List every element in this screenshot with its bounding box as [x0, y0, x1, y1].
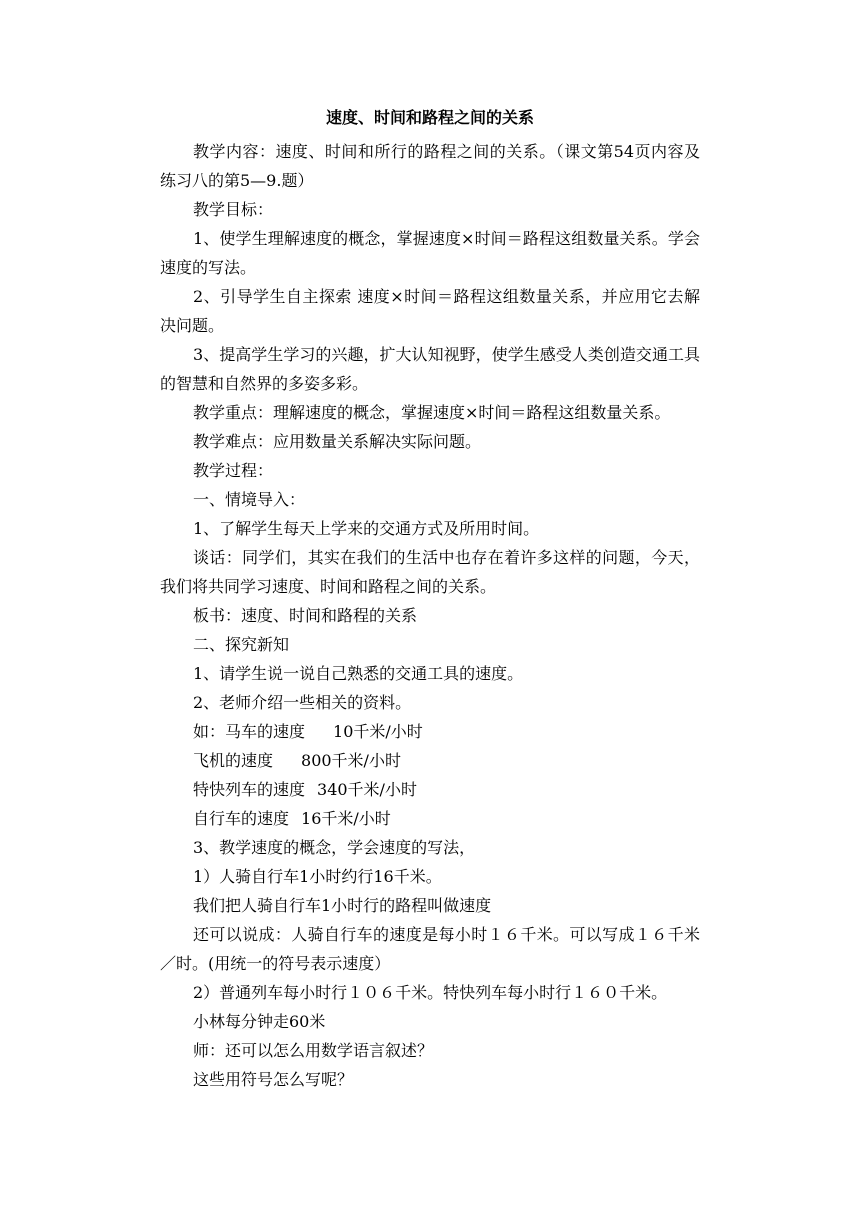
paragraph-section-1-heading: 一、情境导入： — [193, 490, 306, 509]
paragraph-item-1: 1、了解学生每天上学来的交通方式及所用时间。 — [193, 519, 540, 538]
speed-example-value: 340千米/小时 — [317, 780, 417, 799]
paragraph-symbol-question: 这些用符号怎么写呢？ — [193, 1070, 354, 1089]
paragraph-train-example: 2）普通列车每小时行１０６千米。特快列车每小时行１６０千米。 — [193, 983, 668, 1002]
speed-example-label: 自行车的速度 — [193, 809, 290, 828]
paragraph-blackboard: 板书：速度、时间和路程的关系 — [193, 606, 418, 625]
paragraph-explore-3: 3、教学速度的概念，学会速度的写法， — [193, 838, 476, 857]
paragraph-key-point: 教学重点：理解速度的概念，掌握速度×时间＝路程这组数量关系。 — [193, 403, 671, 422]
paragraph-teaching-content: 教学内容：速度、时间和所行的路程之间的关系。（课文第54页内容及练习八的第5—9.题） — [160, 142, 700, 190]
paragraph-goal-2: 2、引导学生自主探索 速度×时间＝路程这组数量关系，并应用它去解决问题。 — [160, 287, 700, 335]
speed-example-row — [160, 775, 700, 804]
paragraph-teaching-goals-heading: 教学目标： — [193, 200, 274, 219]
document-title: 速度、时间和路程之间的关系 — [325, 108, 534, 127]
speed-example-row — [160, 804, 700, 833]
paragraph-section-2-heading: 二、探究新知 — [193, 635, 290, 654]
speed-example-value: 10千米/小时 — [333, 722, 423, 741]
speed-example-label: 特快列车的速度 — [193, 780, 306, 799]
paragraph-explore-1: 1、请学生说一说自己熟悉的交通工具的速度。 — [193, 664, 524, 683]
paragraph-walk-example: 小林每分钟走60米 — [193, 1012, 326, 1031]
paragraph-goal-3: 3、提高学生学习的兴趣，扩大认知视野，使学生感受人类创造交通工具的智慧和自然界的多姿多彩。 — [160, 345, 700, 393]
paragraph-speed-notation: 还可以说成：人骑自行车的速度是每小时１６千米。可以写成１６千米／时。(用统一的符号表示速度） — [160, 925, 700, 973]
speed-example-row — [160, 746, 700, 775]
paragraph-teacher-question: 师：还可以怎么用数学语言叙述？ — [193, 1041, 434, 1060]
document-body — [160, 137, 700, 1094]
speed-example-value: 800千米/小时 — [301, 751, 401, 770]
paragraph-difficulty: 教学难点：应用数量关系解决实际问题。 — [193, 432, 482, 451]
paragraph-goal-1: 1、使学生理解速度的概念，掌握速度×时间＝路程这组数量关系。学会速度的写法。 — [160, 229, 700, 277]
speed-example-label: 飞机的速度 — [193, 751, 274, 770]
speed-example-label: 如：马车的速度 — [193, 722, 306, 741]
speed-example-value: 16千米/小时 — [301, 809, 391, 828]
speed-example-row — [160, 717, 700, 746]
paragraph-bike-example: 1）人骑自行车1小时约行16千米。 — [193, 867, 442, 886]
paragraph-explore-2: 2、老师介绍一些相关的资料。 — [193, 693, 412, 712]
paragraph-talk: 谈话：同学们，其实在我们的生活中也存在着许多这样的问题，今天，我们将共同学习速度、时间和路程之间的关系。 — [160, 548, 700, 596]
paragraph-process-heading: 教学过程： — [193, 461, 274, 480]
paragraph-speed-definition: 我们把人骑自行车1小时行的路程叫做速度 — [193, 896, 492, 915]
